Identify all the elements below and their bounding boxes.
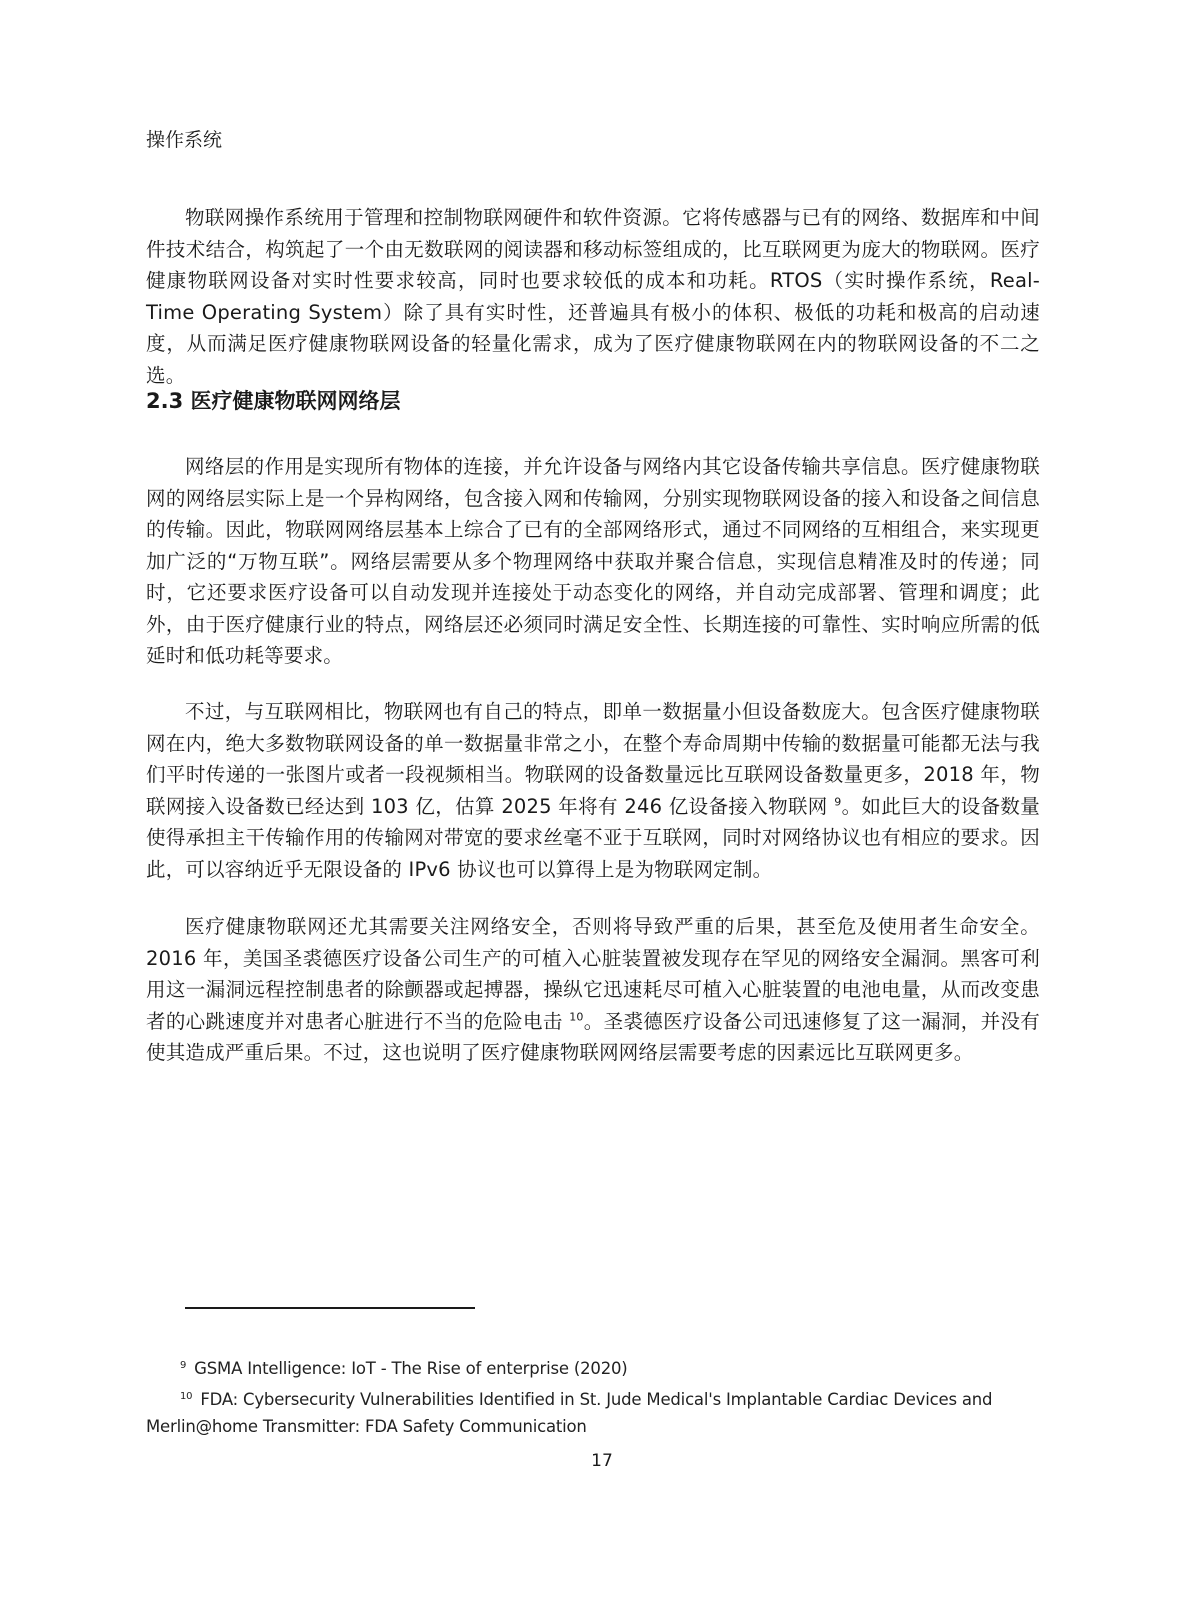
paragraph-text: 。圣裘德医疗设备公司迅速修复了这一漏洞，并没有使其造成严重后果。不过，这也说明了医疗健康物联网网络层需要考虑的因素远比互联网更多。 (146, 1009, 1040, 1064)
paragraph-text: 医疗健康物联网还尤其需要关注网络安全，否则将导致严重的后果，甚至危及使用者生命安全。2016 年，美国圣裘德医疗设备公司生产的可植入心脏装置被发现存在罕见的网络安全漏洞。黑客可利用这一漏洞远程控制患者的除颤器或起搏器，操纵它迅速耗尽可植入心脏装置的电池电量，从而改变患者的心跳速度并对患者心脏进行不当的危险电击 (146, 915, 1040, 1033)
footnote-reference[interactable]: 9 (834, 795, 842, 808)
footnote-reference[interactable]: 10 (569, 1010, 584, 1023)
section-label: 操作系统 (146, 129, 223, 151)
paragraph-text: 不过，与互联网相比，物联网也有自己的特点，即单一数据量小但设备数庞大。包含医疗健康物联网在内，绝大多数物联网设备的单一数据量非常之小，在整个寿命周期中传输的数据量可能都无法与我们平时传递的一张图片或者一段视频相当。物联网的设备数量远比互联网设备数量更多，2018 年，物联网接入设备数已经达到 103 亿，估算 2025 年将有 246 亿设备接入物联网 (146, 700, 1040, 818)
paragraph-network-security (146, 911, 1040, 1069)
footnote-divider (185, 1307, 475, 1309)
paragraph-iot-features (146, 696, 1040, 885)
paragraph-network-layer-role: 网络层的作用是实现所有物体的连接，并允许设备与网络内其它设备传输共享信息。医疗健康物联网的网络层实际上是一个异构网络，包含接入网和传输网，分别实现物联网设备的接入和设备之间信息的传输。因此，物联网网络层基本上综合了已有的全部网络形式，通过不同网络的互相组合，来实现更加广泛的“万物互联”。网络层需要从多个物理网络中获取并聚合信息，实现信息精准及时的传递；同时，它还要求医疗设备可以自动发现并连接处于动态变化的网络，并自动完成部署、管理和调度；此外，由于医疗健康行业的特点，网络层还必须同时满足安全性、长期连接的可靠性、实时响应所需的低延时和低功耗等要求。 (146, 455, 1040, 667)
section-heading: 2.3 医疗健康物联网网络层 (146, 389, 401, 413)
page-number: 17 (591, 1451, 613, 1471)
footnote-mark: 10 (180, 1390, 193, 1402)
footnote-text: GSMA Intelligence: IoT - The Rise of enterprise (2020) (194, 1359, 628, 1378)
paragraph-text: 。如此巨大的设备数量使得承担主干传输作用的传输网对带宽的要求丝毫不亚于互联网，同时对网络协议也有相应的要求。因此，可以容纳近乎无限设备的 IPv6 协议也可以算得上是为物联网定制。 (146, 794, 1040, 881)
footnote-item (146, 1386, 1046, 1440)
footnote-mark: 9 (180, 1359, 187, 1371)
paragraph-os-intro: 物联网操作系统用于管理和控制物联网硬件和软件资源。它将传感器与已有的网络、数据库和中间件技术结合，构筑起了一个由无数联网的阅读器和移动标签组成的，比互联网更为庞大的物联网。医疗健康物联网设备对实时性要求较高，同时也要求较低的成本和功耗。RTOS（实时操作系统，Real-Time Operating System）除了具有实时性，还普遍具有极小的体积、极低的功耗和极高的启动速度，从而满足医疗健康物联网设备的轻量化需求，成为了医疗健康物联网在内的物联网设备的不二之选。 (146, 206, 1040, 387)
footnote-item (180, 1355, 628, 1382)
footnote-text: FDA: Cybersecurity Vulnerabilities Identified in St. Jude Medical's Implantable Cardiac Devices and Merlin@home Transmitter: FDA Safety Communication (146, 1390, 993, 1436)
